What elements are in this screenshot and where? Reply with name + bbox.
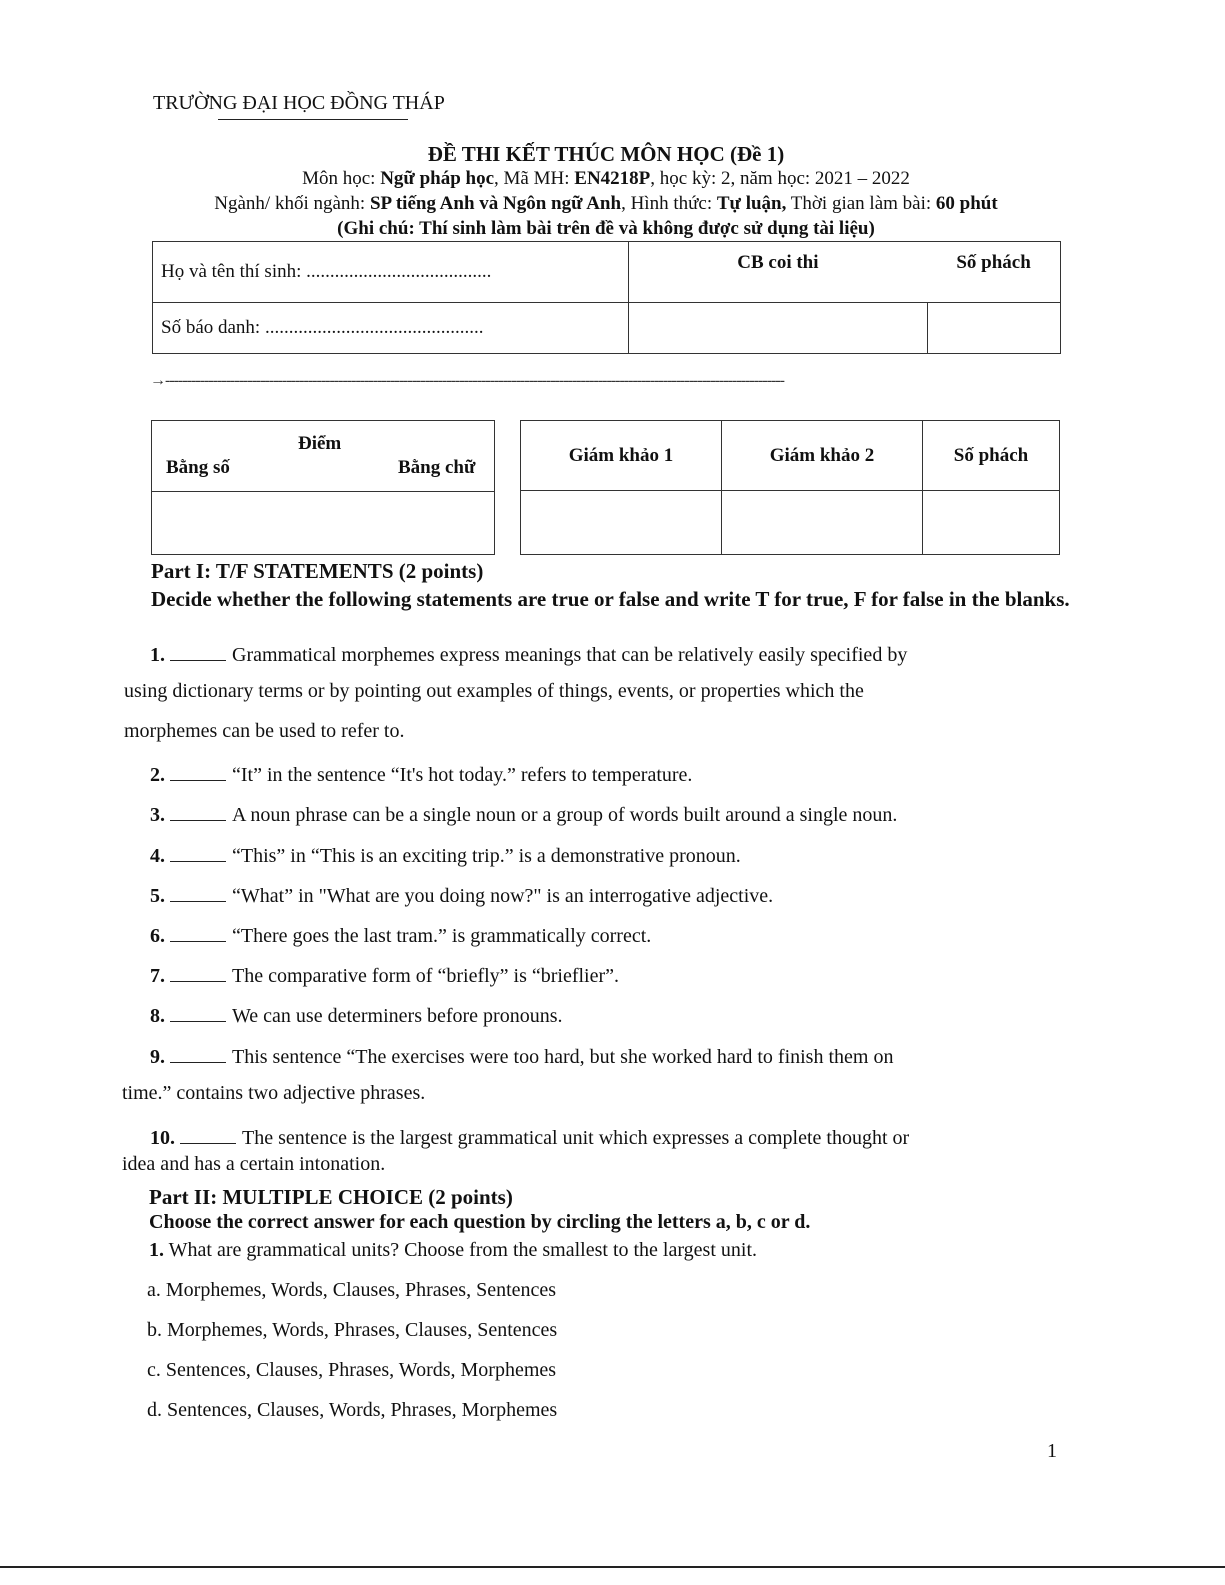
score-label: Điểm bbox=[298, 433, 342, 454]
part2-instruction: Choose the correct answer for each question by circling the letters a, b, c or d. bbox=[149, 1211, 811, 1233]
examiner-table bbox=[520, 420, 1060, 555]
tf-item-5: 5. “What” in "What are you doing now?" is an interrogative adjective. bbox=[150, 881, 773, 908]
page-number: 1 bbox=[1047, 1440, 1057, 1462]
examiner2-label: Giám khảo 2 bbox=[722, 421, 923, 491]
candidate-table bbox=[152, 241, 1061, 354]
mc-option-c[interactable]: c. Sentences, Clauses, Phrases, Words, Morphemes bbox=[147, 1359, 557, 1381]
grading-code-cell[interactable] bbox=[923, 491, 1060, 555]
tf-item-1-cont: using dictionary terms or by pointing out examples of things, events, or properties which the bbox=[124, 680, 864, 702]
tf-item-1-cont: morphemes can be used to refer to. bbox=[124, 720, 405, 742]
examiner2-cell[interactable] bbox=[722, 491, 923, 555]
mc-option-b[interactable]: b. Morphemes, Words, Phrases, Clauses, Sentences bbox=[147, 1319, 558, 1341]
tf-item-10-cont: idea and has a certain intonation. bbox=[122, 1153, 386, 1175]
score-by-word-label: Bằng chữ bbox=[398, 457, 476, 478]
mc-option-d[interactable]: d. Sentences, Clauses, Words, Phrases, Morphemes bbox=[147, 1399, 558, 1421]
answer-blank[interactable] bbox=[170, 640, 226, 661]
part1-title: Part I: T/F STATEMENTS (2 points) bbox=[151, 559, 484, 583]
school-underline bbox=[218, 119, 408, 120]
bottom-rule bbox=[0, 1566, 1225, 1568]
answer-blank[interactable] bbox=[170, 1001, 226, 1022]
candidate-name-field[interactable]: Họ và tên thí sinh: ....................................... bbox=[153, 242, 629, 303]
candidate-id-field[interactable]: Số báo danh: .............................................. bbox=[153, 303, 629, 354]
proctor-label: CB coi thi bbox=[628, 242, 927, 303]
answer-blank[interactable] bbox=[170, 841, 226, 862]
proctor-signature-cell[interactable] bbox=[628, 303, 927, 354]
answer-blank[interactable] bbox=[170, 921, 226, 942]
tf-item-2: 2. “It” in the sentence “It's hot today.” refers to temperature. bbox=[150, 760, 692, 787]
score-header bbox=[152, 421, 495, 492]
part2-title: Part II: MULTIPLE CHOICE (2 points) bbox=[149, 1185, 513, 1209]
answer-blank[interactable] bbox=[170, 800, 226, 821]
answer-blank[interactable] bbox=[170, 760, 226, 781]
answer-blank[interactable] bbox=[170, 961, 226, 982]
exam-note: (Ghi chú: Thí sinh làm bài trên đề và không được sử dụng tài liệu) bbox=[337, 218, 875, 239]
part1-instruction: Decide whether the following statements are true or false and write T for true, F for false in the blanks. bbox=[151, 587, 1070, 611]
examiner1-label: Giám khảo 1 bbox=[521, 421, 722, 491]
code-cell[interactable] bbox=[927, 303, 1060, 354]
answer-blank[interactable] bbox=[180, 1123, 236, 1144]
tf-item-1: 1. Grammatical morphemes express meanings that can be relatively easily specified by bbox=[150, 640, 907, 667]
tf-item-4: 4. “This” in “This is an exciting trip.” is a demonstrative pronoun. bbox=[150, 841, 741, 868]
tf-item-8: 8. We can use determiners before pronouns. bbox=[150, 1001, 563, 1028]
score-cell[interactable] bbox=[152, 492, 495, 555]
tf-item-9: 9. This sentence “The exercises were too hard, but she worked hard to finish them on bbox=[150, 1042, 893, 1069]
grading-code-label: Số phách bbox=[923, 421, 1060, 491]
mc-option-a[interactable]: a. Morphemes, Words, Clauses, Phrases, Sentences bbox=[147, 1279, 557, 1301]
tf-item-10: 10. The sentence is the largest grammatical unit which expresses a complete thought or bbox=[150, 1123, 909, 1150]
answer-blank[interactable] bbox=[170, 1042, 226, 1063]
mc-question-1: 1. What are grammatical units? Choose from the smallest to the largest unit. bbox=[149, 1239, 757, 1261]
examiner1-cell[interactable] bbox=[521, 491, 722, 555]
tf-item-3: 3. A noun phrase can be a single noun or a group of words built around a single noun. bbox=[150, 800, 897, 827]
school-name: TRƯỜNG ĐẠI HỌC ĐỒNG THÁP bbox=[153, 92, 445, 114]
tf-item-6: 6. “There goes the last tram.” is grammatically correct. bbox=[150, 921, 651, 948]
tf-item-9-cont: time.” contains two adjective phrases. bbox=[122, 1082, 426, 1104]
tf-item-7: 7. The comparative form of “briefly” is “brieflier”. bbox=[150, 961, 619, 988]
answer-blank[interactable] bbox=[170, 881, 226, 902]
exam-title: ĐỀ THI KẾT THÚC MÔN HỌC (Đề 1) bbox=[427, 142, 785, 166]
score-table bbox=[151, 420, 495, 555]
score-by-number-label: Bằng số bbox=[166, 457, 230, 478]
subject-line: Môn học: Ngữ pháp học, Mã MH: EN4218P, học kỳ: 2, năm học: 2021 – 2022 bbox=[302, 168, 910, 189]
cut-line: →----------------------------------------------------------------------------------------------------------------------------------------------- bbox=[150, 372, 784, 389]
major-line: Ngành/ khối ngành: SP tiếng Anh và Ngôn ngữ Anh, Hình thức: Tự luận, Thời gian làm bài: 60 phút bbox=[214, 193, 998, 214]
code-label: Số phách bbox=[927, 242, 1060, 303]
